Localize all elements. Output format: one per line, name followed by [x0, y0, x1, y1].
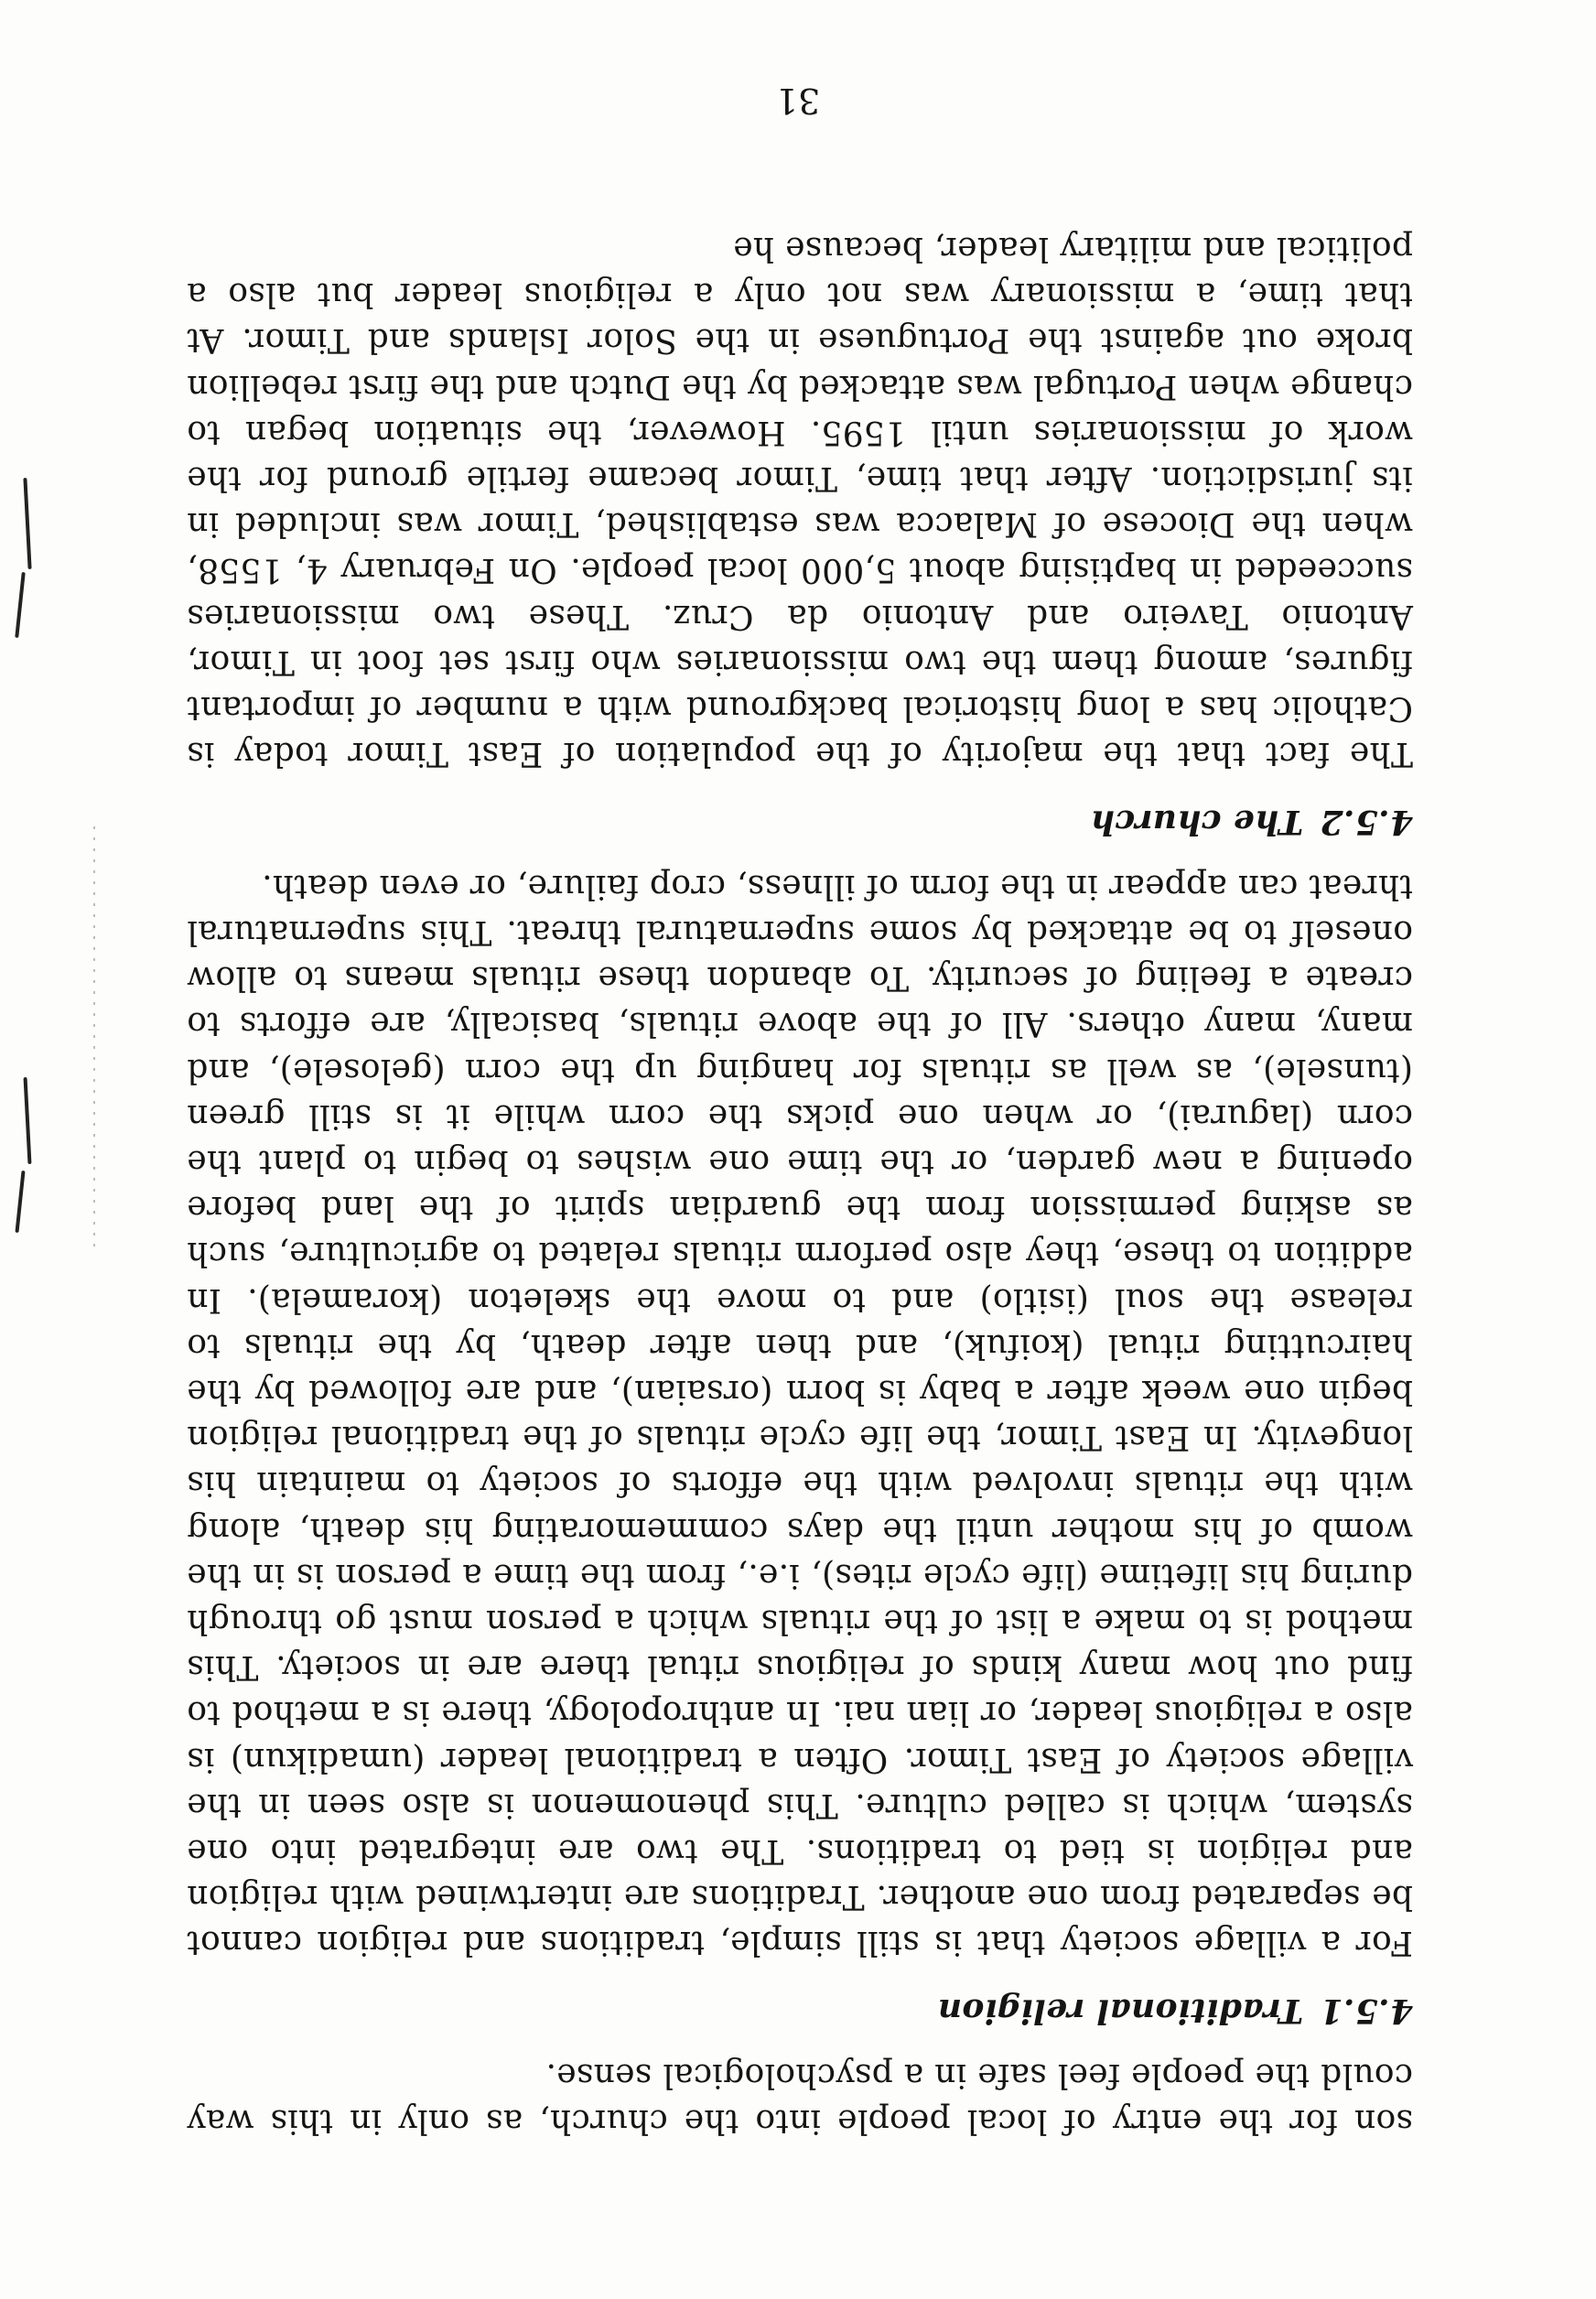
section-heading-the-church — [187, 798, 1413, 844]
section-title: The church — [1090, 802, 1304, 841]
paragraph-the-church: The fact that the majority of the population of East Timor today is Catholic has a long historical background with a number of important figures, among them the two missionaries who first set foot in Timor, Antonio Taveiro and Antonio da Cruz. These two missionaries succeeded in baptising about 5,000 local people. On February 4, 1558, when the Diocese of Malacca was established, Timor was included in its jurisdiction. After that time, Timor became fertile ground for the work of missionaries until 1595. However, the situation began to change when Portugal was attacked by the Dutch and the first rebellion broke out against the Portuguese in the Solor Islands and Timor. At that time, a missionary was not only a religious leader but also a political and military leader, because he — [187, 230, 1413, 773]
margin-mark — [23, 478, 31, 569]
continuation-paragraph: son for the entry of local people into the church, as only in this way could the people feel safe in a psychological sense. — [187, 2056, 1413, 2140]
paragraph-traditional-religion: For a village society that is still simple, traditions and religion cannot be separated from one another. Traditions are intertwined with religion and religion is tied to traditions. The two are integrated into one system, which is called culture. This phenomenon is also seen in the village society of East Timor. Often a traditional leader (umadikun) is also a religious leader, or lian nai. In anthropology, there is a method to find out how many kinds of religious ritual there are in society. This method is to make a list of the rituals which a person must go through during his lifetime (life cycle rites), i.e., from the time a person is in the womb of his mother until the days commemorating his death, along with the rituals involved with the efforts of society to maintain his longevity. In East Timor, the life cycle rituals of the traditional religion begin one week after a baby is born (orsaian), and are followed by the haircutting ritual (koifuk), and then after death, by the rituals to release the soul (isitlo) and to move the skeleton (koramela). In addition to these, they also perform rituals related to agriculture, such as asking permission from the guardian spirit of the land before opening a new garden, or the time one wishes to begin to plant the corn (lagurai), or when one picks the corn while it is still green (tunsele), as well as rituals for hanging up the corn (gelosele), and many, many others. All of the above rituals, basically, are efforts to create a feeling of security. To abandon these rituals means to allow oneself to be attacked by some supernatural threat. This supernatural threat can appear in the form of illness, crop failure, or even death. — [187, 867, 1413, 1962]
margin-mark — [24, 1077, 32, 1164]
margin-mark — [15, 572, 26, 638]
section-number: 4.5.2 — [1320, 802, 1413, 841]
faint-margin-dots — [93, 826, 95, 1247]
section-title: Traditional religion — [937, 1991, 1304, 2030]
margin-mark — [15, 1171, 25, 1233]
section-heading-traditional-religion — [187, 1987, 1413, 2033]
page-number: 31 — [775, 81, 821, 121]
text-body — [187, 225, 1413, 2143]
section-number: 4.5.1 — [1320, 1991, 1413, 2030]
